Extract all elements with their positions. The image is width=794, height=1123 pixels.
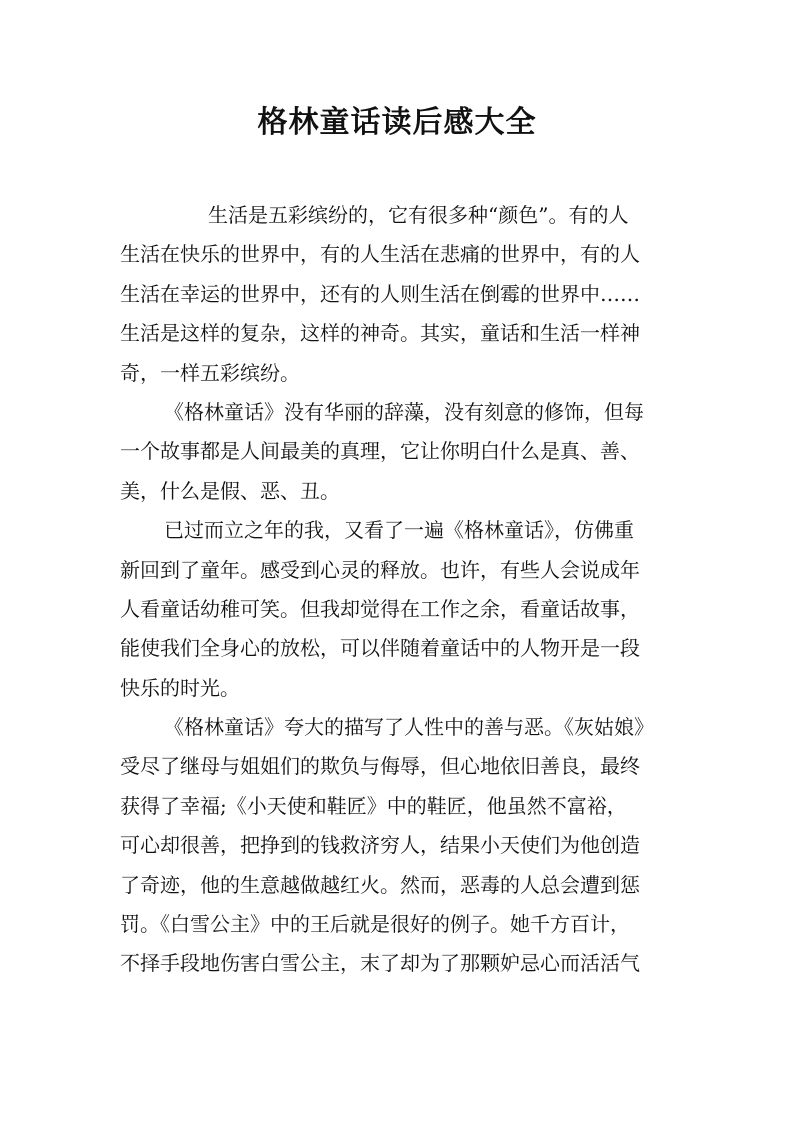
- paragraph-4-line-7: 不择手段地伤害白雪公主，末了却为了那颗妒忌心而活活气: [120, 951, 640, 976]
- paragraph-3-line-4: 能使我们全身心的放松，可以伴随着童话中的人物开是一段: [120, 636, 640, 661]
- paragraph-4-line-1: 《格林童话》夸大的描写了人性中的善与恶。《灰姑娘》: [164, 715, 654, 740]
- paragraph-3-line-3: 人看童话幼稚可笑。但我却觉得在工作之余，看童话故事，: [120, 596, 640, 621]
- paragraph-1-line-2: 生活在快乐的世界中，有的人生活在悲痛的世界中，有的人: [120, 242, 640, 267]
- paragraph-1-line-4: 生活是这样的复杂，这样的神奇。其实，童话和生活一样神: [120, 321, 640, 346]
- document-body: [120, 196, 680, 984]
- paragraph-4-line-5: 了奇迹，他的生意越做越红火。然而，恶毒的人总会遭到惩: [120, 872, 640, 897]
- paragraph-4-line-6: 罚。《白雪公主》中的王后就是很好的例子。她千方百计，: [120, 912, 630, 937]
- paragraph-3-line-2: 新回到了童年。感受到心灵的释放。也许，有些人会说成年: [120, 557, 640, 582]
- paragraph-1-line-1: 生活是五彩缤纷的，它有很多种“颜色”。有的人: [208, 203, 629, 227]
- paragraph-2-line-1: 《格林童话》没有华丽的辞藻，没有刻意的修饰，但每: [164, 399, 644, 424]
- paragraph-1-line-3: 生活在幸运的世界中，还有的人则生活在倒霉的世界中……: [120, 281, 640, 306]
- paragraph-4-line-2: 受尽了继母与姐姐们的欺负与侮辱，但心地依旧善良，最终: [120, 754, 640, 779]
- paragraph-4-line-3: 获得了幸福;《小天使和鞋匠》中的鞋匠，他虽然不富裕，: [120, 793, 627, 818]
- paragraph-4-line-4: 可心却很善，把挣到的钱救济穷人，结果小天使们为他创造: [120, 833, 640, 858]
- paragraph-2-line-2: 一个故事都是人间最美的真理，它让你明白什么是真、善、: [120, 439, 640, 464]
- paragraph-2-line-3: 美，什么是假、恶、丑。: [120, 478, 340, 503]
- document-title: 格林童话读后感大全: [257, 105, 537, 140]
- paragraph-3-line-5: 快乐的时光。: [120, 675, 240, 700]
- paragraph-1-line-5: 奇，一样五彩缤纷。: [120, 360, 300, 385]
- paragraph-3-line-1: 已过而立之年的我，又看了一遍《格林童话》，仿佛重: [164, 518, 634, 543]
